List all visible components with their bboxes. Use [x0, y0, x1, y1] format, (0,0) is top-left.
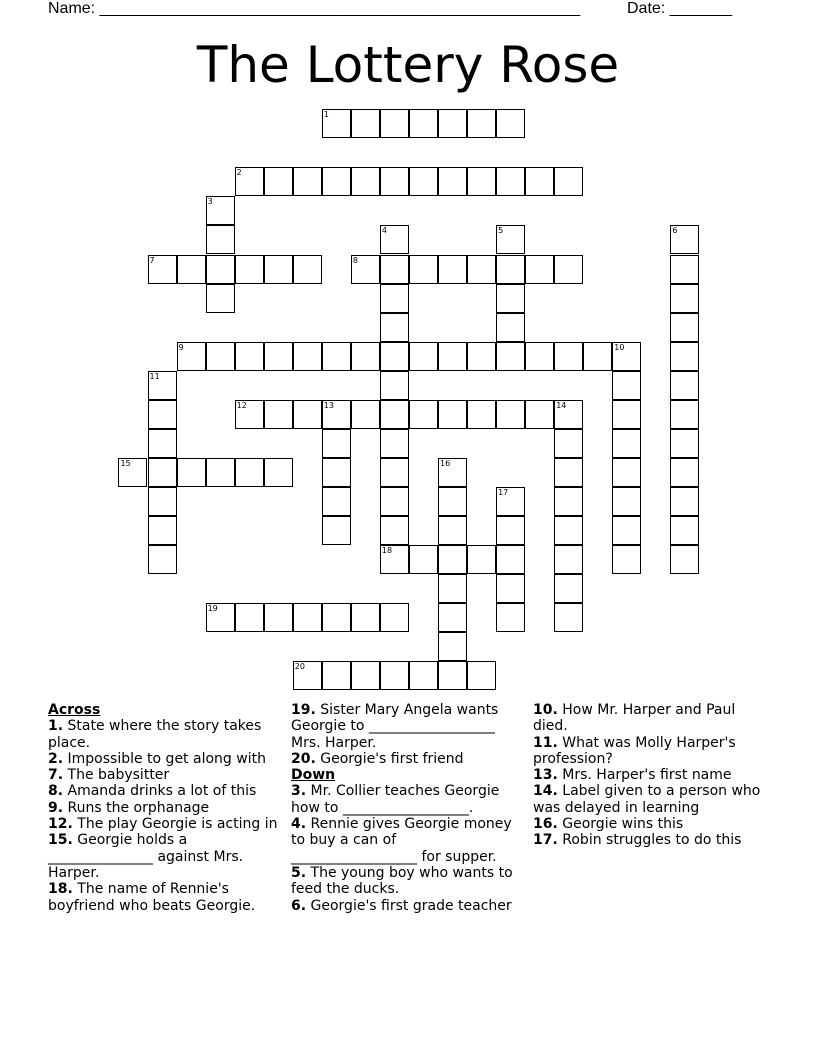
crossword-cell[interactable]: [380, 458, 409, 487]
crossword-cell[interactable]: [612, 545, 641, 574]
crossword-cell[interactable]: [467, 661, 496, 690]
crossword-cell[interactable]: [554, 342, 583, 371]
crossword-cell[interactable]: [235, 603, 264, 632]
date-field-line[interactable]: Date: _______: [627, 0, 732, 17]
clue-down-14: 14. Label given to a person who was delayed in learning: [533, 783, 761, 816]
crossword-cell[interactable]: [554, 255, 583, 284]
crossword-cell[interactable]: [554, 429, 583, 458]
crossword-cell[interactable]: [148, 400, 177, 429]
crossword-cell[interactable]: [148, 458, 177, 487]
down-heading: Down: [291, 767, 336, 784]
crossword-cell[interactable]: [293, 661, 322, 690]
crossword-cell[interactable]: [409, 109, 438, 138]
crossword-cell[interactable]: [496, 167, 525, 196]
crossword-cell[interactable]: [118, 458, 147, 487]
crossword-cell[interactable]: [409, 400, 438, 429]
clue-column-3: [533, 702, 763, 849]
crossword-cell[interactable]: [351, 603, 380, 632]
crossword-cell[interactable]: [322, 487, 351, 516]
crossword-cell[interactable]: [380, 487, 409, 516]
cell-number: 1: [323, 110, 329, 120]
crossword-cell[interactable]: [438, 487, 467, 516]
across-heading: Across: [48, 702, 101, 718]
crossword-cell[interactable]: [525, 400, 554, 429]
crossword-cell[interactable]: [525, 342, 554, 371]
crossword-cell[interactable]: [264, 342, 293, 371]
clue-down-17: 17. Robin struggles to do this: [533, 832, 742, 849]
crossword-cell[interactable]: [264, 603, 293, 632]
cell-number: 5: [498, 226, 504, 236]
cell-number: 6: [672, 226, 678, 236]
cell-number: 3: [207, 197, 213, 207]
crossword-cell[interactable]: [206, 458, 235, 487]
cell-number: 20: [294, 662, 305, 672]
crossword-cell[interactable]: [380, 225, 409, 254]
crossword-cell[interactable]: [554, 167, 583, 196]
crossword-cell[interactable]: [322, 400, 351, 429]
crossword-cell[interactable]: [496, 400, 525, 429]
clue-column-1: [48, 702, 284, 914]
crossword-cell[interactable]: [409, 255, 438, 284]
clue-down-3: 3. Mr. Collier teaches Georgie how to __________________.: [291, 783, 500, 816]
crossword-cell[interactable]: [438, 458, 467, 487]
crossword-cell[interactable]: [670, 516, 699, 545]
crossword-cell[interactable]: [293, 603, 322, 632]
crossword-cell[interactable]: [148, 371, 177, 400]
crossword-cell[interactable]: [467, 255, 496, 284]
crossword-cell[interactable]: [235, 458, 264, 487]
crossword-cell[interactable]: [148, 516, 177, 545]
crossword-cell[interactable]: [206, 603, 235, 632]
crossword-cell[interactable]: [612, 400, 641, 429]
crossword-cell[interactable]: [409, 545, 438, 574]
clue-down-11: 11. What was Molly Harper's profession?: [533, 734, 736, 767]
crossword-cell[interactable]: [293, 167, 322, 196]
crossword-cell[interactable]: [438, 661, 467, 690]
crossword-cell[interactable]: [409, 342, 438, 371]
clue-down-16: 16. Georgie wins this: [533, 816, 684, 833]
crossword-cell[interactable]: [496, 342, 525, 371]
clue-down-4: 4. Rennie gives Georgie money to buy a can of __________________ for supper.: [291, 816, 512, 865]
cell-number: 9: [178, 342, 184, 352]
crossword-cell[interactable]: [670, 487, 699, 516]
crossword-cell[interactable]: [322, 342, 351, 371]
clue-across-1: 1. State where the story takes place.: [48, 718, 262, 751]
crossword-cell[interactable]: [351, 109, 380, 138]
crossword-cell[interactable]: [206, 255, 235, 284]
crossword-cell[interactable]: [467, 545, 496, 574]
crossword-cell[interactable]: [525, 167, 554, 196]
crossword-cell[interactable]: [670, 458, 699, 487]
crossword-cell[interactable]: [438, 109, 467, 138]
cell-number: 7: [149, 255, 155, 265]
clue-down-6: 6. Georgie's first grade teacher: [291, 897, 512, 914]
crossword-cell[interactable]: [380, 429, 409, 458]
crossword-cell[interactable]: [322, 661, 351, 690]
crossword-cell[interactable]: [467, 109, 496, 138]
crossword-cell[interactable]: [496, 255, 525, 284]
crossword-cell[interactable]: [264, 400, 293, 429]
crossword-cell[interactable]: [496, 284, 525, 313]
crossword-cell[interactable]: [670, 342, 699, 371]
cell-number: 2: [236, 168, 242, 178]
clue-down-5: 5. The young boy who wants to feed the ducks.: [291, 864, 513, 898]
clue-across-20: 20. Georgie's first friend: [291, 750, 464, 767]
crossword-cell[interactable]: [554, 574, 583, 603]
crossword-cell[interactable]: [438, 255, 467, 284]
crossword-cell[interactable]: [351, 661, 380, 690]
clue-across-7: 7. The babysitter: [48, 767, 170, 784]
crossword-cell[interactable]: [438, 400, 467, 429]
crossword-cell[interactable]: [670, 371, 699, 400]
crossword-cell[interactable]: [612, 371, 641, 400]
crossword-cell[interactable]: [177, 458, 206, 487]
crossword-cell[interactable]: [496, 487, 525, 516]
crossword-cell[interactable]: [496, 313, 525, 342]
cell-number: 8: [352, 255, 358, 265]
cell-number: 4: [381, 226, 387, 236]
clue-across-18: 18. The name of Rennie's boyfriend who beats Georgie.: [48, 881, 256, 914]
crossword-cell[interactable]: [496, 574, 525, 603]
crossword-cell[interactable]: [438, 516, 467, 545]
crossword-cell[interactable]: [148, 255, 177, 284]
crossword-cell[interactable]: [670, 225, 699, 254]
cell-number: 16: [440, 458, 451, 468]
crossword-cell[interactable]: [380, 313, 409, 342]
crossword-cell[interactable]: [438, 167, 467, 196]
crossword-cell[interactable]: [380, 371, 409, 400]
crossword-cell[interactable]: [380, 342, 409, 371]
crossword-cell[interactable]: [409, 661, 438, 690]
crossword-cell[interactable]: [322, 458, 351, 487]
crossword-cell[interactable]: [438, 632, 467, 661]
crossword-cell[interactable]: [206, 196, 235, 225]
crossword-cell[interactable]: [322, 516, 351, 545]
crossword-cell[interactable]: [670, 284, 699, 313]
crossword-cell[interactable]: [438, 574, 467, 603]
cell-number: 11: [149, 371, 160, 381]
crossword-cell[interactable]: [554, 603, 583, 632]
crossword-cell[interactable]: [496, 225, 525, 254]
cell-number: 12: [236, 400, 247, 410]
clue-down-10: 10. How Mr. Harper and Paul died.: [533, 702, 736, 735]
crossword-cell[interactable]: [264, 255, 293, 284]
crossword-cell[interactable]: [554, 400, 583, 429]
crossword-cell[interactable]: [670, 429, 699, 458]
crossword-cell[interactable]: [554, 516, 583, 545]
crossword-cell[interactable]: [380, 516, 409, 545]
crossword-cell[interactable]: [438, 545, 467, 574]
crossword-cell[interactable]: [293, 255, 322, 284]
cell-number: 18: [381, 546, 393, 555]
crossword-cell[interactable]: [496, 545, 525, 574]
crossword-cell[interactable]: [438, 342, 467, 371]
crossword-cell[interactable]: [264, 167, 293, 196]
crossword-cell[interactable]: [351, 400, 380, 429]
crossword-cell[interactable]: [612, 516, 641, 545]
crossword-cell[interactable]: [351, 342, 380, 371]
crossword-cell[interactable]: [496, 603, 525, 632]
crossword-cell[interactable]: [322, 603, 351, 632]
crossword-cell[interactable]: [496, 109, 525, 138]
page-title: The Lottery Rose: [196, 36, 620, 94]
crossword-cell[interactable]: [322, 429, 351, 458]
cell-number: 13: [323, 400, 334, 410]
crossword-cell[interactable]: [612, 342, 641, 371]
cell-number: 17: [498, 487, 509, 497]
cell-number: 10: [614, 342, 625, 352]
crossword-cell[interactable]: [293, 400, 322, 429]
crossword-cell[interactable]: [612, 487, 641, 516]
crossword-cell[interactable]: [206, 284, 235, 313]
crossword-cell[interactable]: [467, 400, 496, 429]
cell-number: 14: [556, 400, 567, 410]
crossword-cell[interactable]: [264, 458, 293, 487]
clue-across-19: 19. Sister Mary Angela wants Georgie to __________________ Mrs. Harper.: [291, 702, 499, 751]
crossword-cell[interactable]: [409, 167, 438, 196]
crossword-cell[interactable]: [467, 342, 496, 371]
clue-across-15: 15. Georgie holds a _______________ against Mrs. Harper.: [48, 832, 244, 881]
crossword-cell[interactable]: [670, 400, 699, 429]
crossword-cell[interactable]: [554, 458, 583, 487]
crossword-cell[interactable]: [670, 545, 699, 574]
crossword-cell[interactable]: [235, 342, 264, 371]
crossword-cell[interactable]: [206, 225, 235, 254]
clue-across-12: 12. The play Georgie is acting in: [48, 816, 278, 833]
clue-across-9: 9. Runs the orphanage: [48, 799, 210, 816]
crossword-cell[interactable]: [380, 661, 409, 690]
crossword-cell[interactable]: [177, 255, 206, 284]
crossword-cell[interactable]: [322, 167, 351, 196]
crossword-cell[interactable]: [351, 167, 380, 196]
crossword-cell[interactable]: [670, 313, 699, 342]
crossword-cell[interactable]: [351, 255, 380, 284]
crossword-cell[interactable]: [438, 603, 467, 632]
crossword-cell[interactable]: [612, 458, 641, 487]
crossword-cell[interactable]: [554, 487, 583, 516]
crossword-cell[interactable]: [612, 429, 641, 458]
crossword-cell[interactable]: [467, 167, 496, 196]
crossword-cell[interactable]: [148, 487, 177, 516]
crossword-cell[interactable]: [554, 545, 583, 574]
crossword-cell[interactable]: [496, 516, 525, 545]
crossword-cell[interactable]: [380, 603, 409, 632]
clue-across-2: 2. Impossible to get along with: [48, 750, 266, 767]
crossword-cell[interactable]: [380, 545, 409, 574]
cell-number: 19: [207, 604, 218, 614]
crossword-cell[interactable]: [235, 167, 264, 196]
crossword-cell[interactable]: [293, 342, 322, 371]
crossword-cell[interactable]: [235, 255, 264, 284]
crossword-cell[interactable]: [380, 255, 409, 284]
crossword-cell[interactable]: [380, 284, 409, 313]
crossword-cell[interactable]: [380, 400, 409, 429]
clue-column-2: [291, 702, 521, 914]
name-field-line[interactable]: Name: ______________________________________________________: [48, 0, 581, 17]
crossword-cell[interactable]: [322, 109, 351, 138]
crossword-cell[interactable]: [525, 255, 554, 284]
crossword-cell[interactable]: [380, 109, 409, 138]
clue-across-8: 8. Amanda drinks a lot of this: [48, 783, 257, 800]
crossword-cell[interactable]: [148, 545, 177, 574]
crossword-cell[interactable]: [670, 255, 699, 284]
crossword-cell[interactable]: [235, 400, 264, 429]
clue-down-13: 13. Mrs. Harper's first name: [533, 767, 732, 784]
cell-number: 15: [120, 458, 131, 468]
crossword-cell[interactable]: [148, 429, 177, 458]
crossword-cell[interactable]: [177, 342, 206, 371]
crossword-cell[interactable]: [206, 342, 235, 371]
crossword-cell[interactable]: [380, 167, 409, 196]
crossword-cell[interactable]: [583, 342, 612, 371]
